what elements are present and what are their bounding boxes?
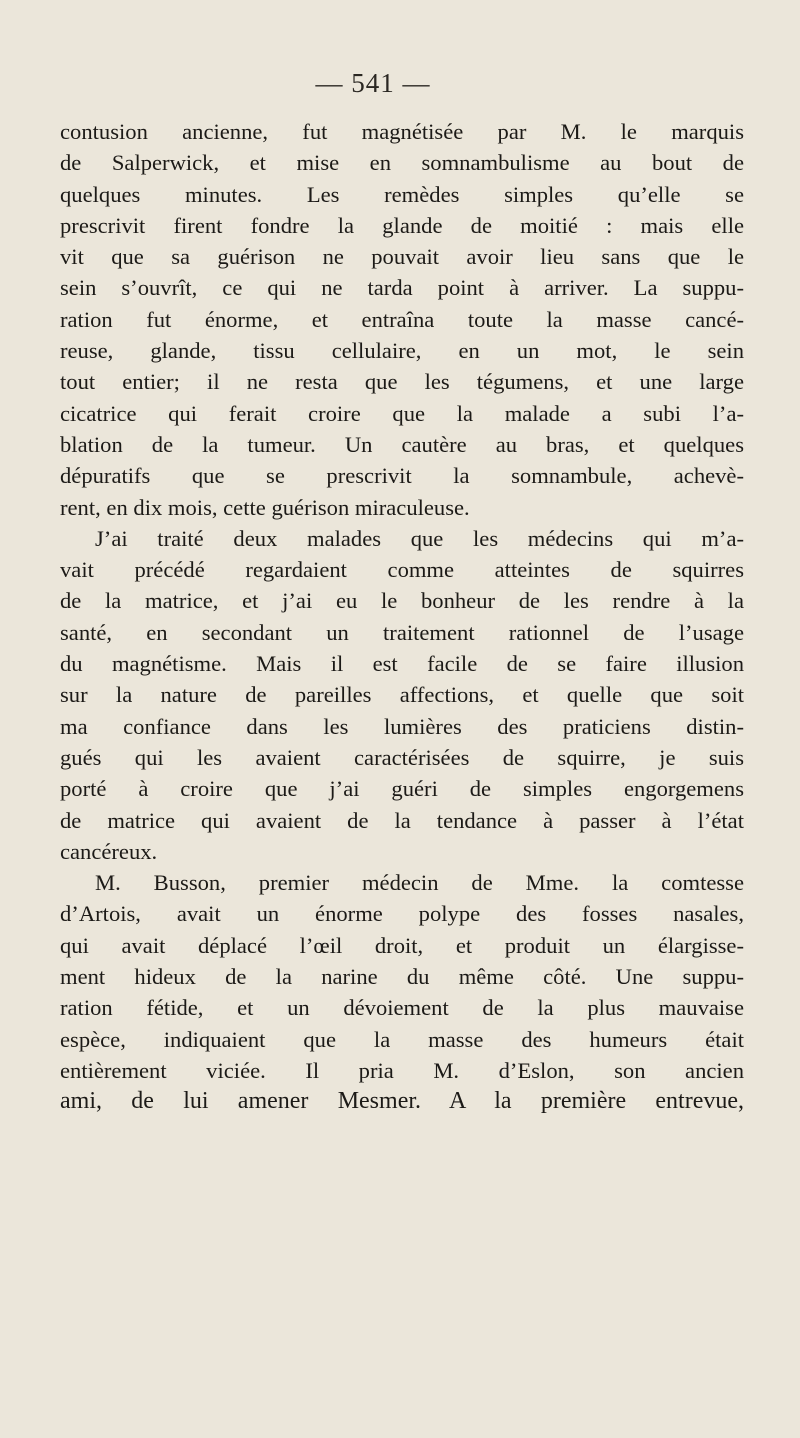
text-line: cicatrice qui ferait croire que la malade a subi l’a- [60, 400, 744, 426]
text-line: sur la nature de pareilles affections, et quelle que soit [60, 682, 744, 708]
text-line: ration fut énorme, et entraîna toute la masse cancé- [60, 306, 744, 332]
page-number: — 541 — [315, 68, 431, 98]
text-line: M. Busson, premier médecin de Mme. la comtesse [95, 870, 744, 896]
text-line: entièrement viciée. Il pria M. d’Eslon, son ancien [60, 1057, 744, 1083]
text-line: d’Artois, avait un énorme polype des fosses nasales, [60, 901, 744, 927]
text-line: ment hideux de la narine du même côté. Une suppu- [60, 964, 744, 990]
text-line: ma confiance dans les lumières des praticiens distin- [60, 713, 744, 739]
text-line: contusion ancienne, fut magnétisée par M. le marquis [60, 119, 744, 144]
text-line: quelques minutes. Les remèdes simples qu’elle se [60, 181, 744, 207]
text-line: vit que sa guérison ne pouvait avoir lieu sans que le [60, 244, 744, 270]
body-text [60, 116, 744, 1118]
text-line: dépuratifs que se prescrivit la somnambule, achevè- [60, 463, 744, 489]
text-line: gués qui les avaient caractérisées de squirre, je suis [60, 744, 744, 770]
text-line: santé, en secondant un traitement rationnel de l’usage [60, 619, 744, 645]
text-line: vait précédé regardaient comme atteintes de squirres [60, 557, 744, 583]
text-line: espèce, indiquaient que la masse des humeurs était [60, 1026, 744, 1052]
paragraph-1 [60, 116, 744, 523]
text-line: de matrice qui avaient de la tendance à passer à l’état [60, 807, 744, 833]
text-line: blation de la tumeur. Un cautère au bras, et quelques [60, 431, 744, 457]
text-line: du magnétisme. Mais il est facile de se faire illusion [60, 651, 744, 677]
text-line: qui avait déplacé l’œil droit, et produit un élargisse- [60, 932, 744, 958]
text-line: reuse, glande, tissu cellulaire, en un mot, le sein [60, 338, 744, 364]
text-line: J’ai traité deux malades que les médecins qui m’a- [95, 525, 744, 551]
text-line: prescrivit firent fondre la glande de moitié : mais elle [60, 212, 744, 238]
text-line: tout entier; il ne resta que les tégumens, et une large [60, 369, 744, 395]
text-line: de Salperwick, et mise en somnambulisme au bout de [60, 150, 744, 176]
text-line: ration fétide, et un dévoiement de la plus mauvaise [60, 995, 744, 1021]
paragraph-2 [60, 523, 744, 867]
text-line: cancéreux. [60, 838, 158, 864]
paragraph-3 [60, 867, 744, 1117]
text-line: de la matrice, et j’ai eu le bonheur de les rendre à la [60, 588, 744, 614]
text-line: rent, en dix mois, cette guérison miraculeuse. [60, 494, 470, 520]
text-line: ami, de lui amener Mesmer. A la première entrevue, [60, 1088, 744, 1115]
text-line: sein s’ouvrît, ce qui ne tarda point à arriver. La suppu- [60, 275, 744, 301]
text-line: porté à croire que j’ai guéri de simples engorgemens [60, 776, 744, 802]
